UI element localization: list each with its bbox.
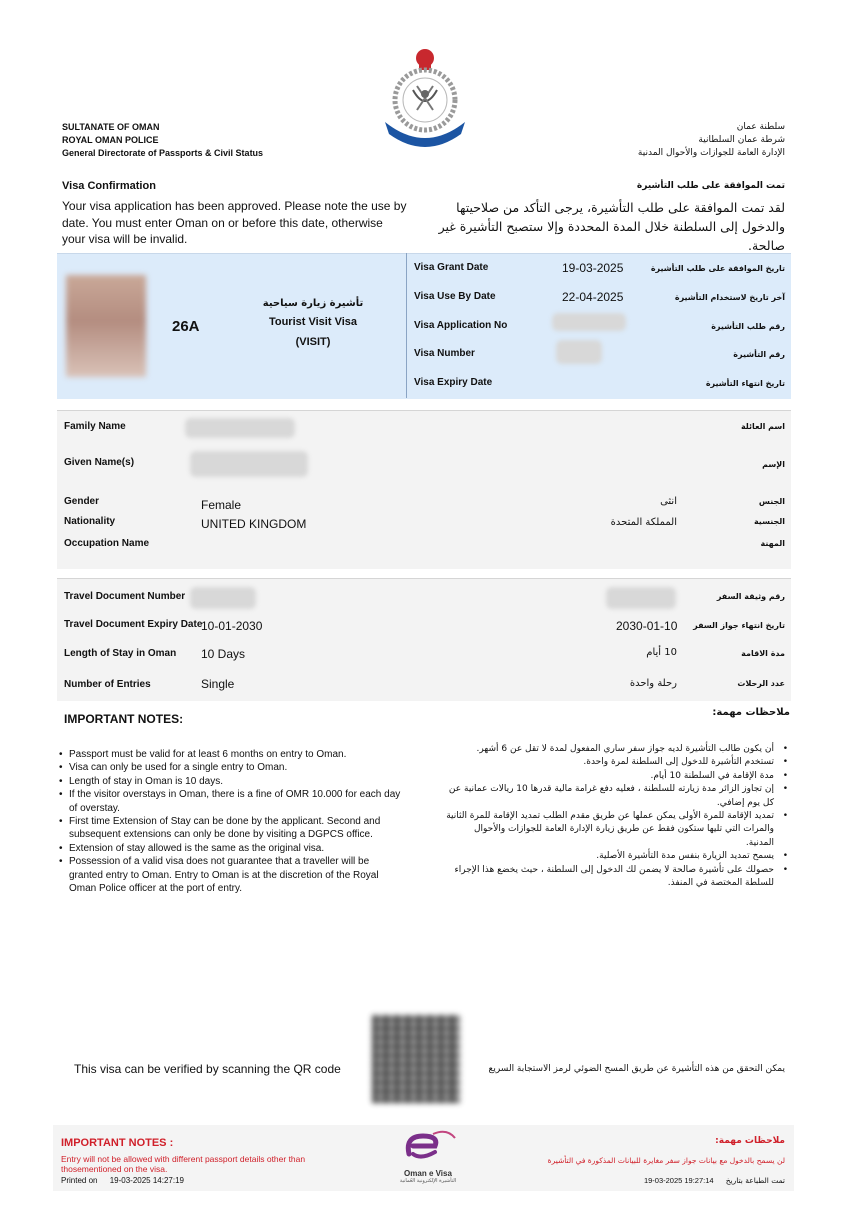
note-item: • Visa can only be used for a single entry to Oman. <box>63 761 403 774</box>
nationality-value-ar: المملكة المتحدة <box>610 517 677 528</box>
travel-doc-number-label-ar: رقم وثيقة السفر <box>716 592 785 601</box>
visa-application-no-label: Visa Application No <box>414 320 508 331</box>
note-item-ar: • تستخدم التأشيرة للدخول إلى السلطنة لمرة واحدة. <box>445 756 780 769</box>
confirmation-title: Visa Confirmation <box>62 180 156 192</box>
travel-doc-number-redacted-ar <box>606 587 676 609</box>
given-names-redacted <box>190 451 308 477</box>
given-names-label-ar: الإسم <box>762 460 785 469</box>
note-item-ar: • يسمح تمديد الزيارة بنفس مدة التأشيرة الأصلية. <box>445 850 780 863</box>
verify-text-ar: يمكن التحقق من هذه التأشيرة عن طريق المسح الضوئي لرمز الاستجابة السريع <box>488 1064 785 1074</box>
nationality-value: UNITED KINGDOM <box>201 517 307 531</box>
header-country-ar: سلطنة عمان <box>736 122 785 132</box>
oman-evisa-logo <box>398 1128 458 1185</box>
note-item: • Passport must be valid for at least 6 months on entry to Oman. <box>63 748 403 761</box>
family-name-redacted <box>185 418 295 438</box>
note-item: • Extension of stay allowed is the same as the original visa. <box>63 842 403 855</box>
note-item: • Length of stay in Oman is 10 days. <box>63 775 403 788</box>
entries-label-ar: عدد الرحلات <box>737 679 785 688</box>
header-english <box>62 121 263 160</box>
travel-doc-expiry-value: 10-01-2030 <box>201 619 263 633</box>
printed-label-ar: تمت الطباعة بتاريخ <box>725 1176 785 1185</box>
visa-panel-divider <box>406 253 407 398</box>
visa-number-label-ar: رقم التأشيرة <box>733 350 785 359</box>
visa-expiry-label: Visa Expiry Date <box>414 377 493 388</box>
royal-oman-police-emblem <box>377 42 473 150</box>
note-item: • Possession of a valid visa does not guarantee that a traveller will be granted entry to Oman. Entry to Oman is at the discretion of the Royal Oman Police officer at the port of entry. <box>63 855 403 895</box>
note-item: • First time Extension of Stay can be done by the applicant. Second and subsequent extensions can only be done by visiting a DGPCS office. <box>63 815 403 842</box>
entries-label: Number of Entries <box>64 679 151 690</box>
visa-type-en: Tourist Visit Visa <box>268 316 358 328</box>
given-names-label: Given Name(s) <box>64 457 135 468</box>
footer-notes-title: IMPORTANT NOTES : <box>61 1137 174 1149</box>
footer-notes-text-ar: لن يسمح بالدخول مع بيانات جواز سفر مغايرة للبيانات المذكورة في التأشيرة <box>547 1156 785 1165</box>
note-item-ar: • حصولك على تأشيرة صالحة لا يضمن لك الدخول إلى السلطنة ، حيث يخضع هذا الإجراء للسلطة المختصة في المنفذ. <box>445 864 780 891</box>
footer-notes-text: Entry will not be allowed with different passport details other than thosementioned on the visa. <box>61 1154 306 1174</box>
verify-text: This visa can be verified by scanning the QR code <box>74 1062 341 1076</box>
visa-type-ar: تأشيرة زيارة سياحية <box>262 298 364 309</box>
gender-value-ar: انثى <box>660 496 677 507</box>
entries-value-ar: رحلة واحدة <box>629 678 677 689</box>
travel-doc-expiry-label-ar: تاريخ انتهاء جواز السفر <box>693 621 785 630</box>
evisa-logo-icon <box>399 1128 457 1164</box>
qr-code <box>372 1015 460 1103</box>
header-directorate: General Directorate of Passports & Civil Status <box>62 148 264 158</box>
header-country: SULTANATE OF OMAN <box>62 122 160 132</box>
visa-grant-date-label: Visa Grant Date <box>414 262 489 273</box>
nationality-label-ar: الجنسية <box>753 517 785 526</box>
visa-use-by-value: 22-04-2025 <box>562 290 624 304</box>
notes-list <box>55 748 403 895</box>
visa-application-no-redacted <box>552 313 626 331</box>
confirmation-text: Your visa application has been approved. Please note the use by date. You must enter Oman on or before this date, otherwise your visa will be invalid. <box>62 199 407 246</box>
header-directorate-ar: الإدارة العامة للجوازات والأحوال المدنية <box>637 148 785 158</box>
visa-number-label: Visa Number <box>414 348 475 359</box>
note-item-ar: • تمديد الإقامة للمرة الأولى يمكن عملها عن طريق مقدم الطلب تمديد الإقامة للمرة الثانية والمرات التي تليها ستكون فقط عن طريق زيارة الإدارة العامة للجوازات والأحوال المدنية. <box>445 810 780 850</box>
personal-details-panel <box>57 410 791 569</box>
header-police-ar: شرطة عمان السلطانية <box>698 135 785 145</box>
nationality-label: Nationality <box>64 516 116 527</box>
visa-grant-date-value: 19-03-2025 <box>562 261 624 275</box>
printed-date-ar: 19-03-2025 19:27:14 <box>643 1176 714 1185</box>
footer-printed <box>61 1176 184 1185</box>
notes-list-ar <box>445 743 792 890</box>
visa-category: (VISIT) <box>295 336 331 348</box>
stay-length-value-ar: 10 أيام <box>646 647 677 658</box>
note-item-ar: • مدة الإقامة في السلطنة 10 أيام. <box>445 770 780 783</box>
visa-application-no-label-ar: رقم طلب التأشيرة <box>711 322 785 331</box>
note-item: • If the visitor overstays in Oman, there is a fine of OMR 10.000 for each day of overstay. <box>63 788 403 815</box>
travel-doc-number-redacted <box>190 587 256 609</box>
evisa-logo-text: Oman e Visa <box>404 1169 452 1178</box>
notes-title-ar: ملاحظات مهمة: <box>712 707 790 718</box>
visa-number-redacted <box>556 340 602 364</box>
travel-doc-expiry-label: Travel Document Expiry Date <box>64 619 203 630</box>
printed-label: Printed on <box>61 1176 98 1185</box>
gender-value: Female <box>201 498 242 512</box>
evisa-logo-subtext: التأشيرة الإلكترونية العُمانية <box>399 1178 457 1184</box>
family-name-label-ar: اسم العائلة <box>740 422 785 431</box>
family-name-label: Family Name <box>64 421 126 432</box>
note-item-ar: • أن يكون طالب التأشيرة لديه جواز سفر ساري المفعول لمدة لا تقل عن 6 أشهر. <box>445 743 780 756</box>
stay-length-label-ar: مدة الاقامة <box>741 649 785 658</box>
gender-label-ar: الجنس <box>758 497 785 506</box>
visa-code: 26A <box>172 318 200 335</box>
printed-date: 19-03-2025 14:27:19 <box>109 1176 184 1185</box>
confirmation-title-ar: تمت الموافقة على طلب التأشيرة <box>636 181 785 191</box>
stay-length-label: Length of Stay in Oman <box>64 648 177 659</box>
travel-doc-expiry-value-ar: 2030-01-10 <box>616 619 678 633</box>
header-police: ROYAL OMAN POLICE <box>62 135 159 145</box>
confirmation-text-ar: لقد تمت الموافقة على طلب التأشيرة، يرجى التأكد من صلاحيتها والدخول إلى السلطنة خلال المدة المحددة وإلا ستصبح التأشيرة غير صالحة. <box>438 200 785 253</box>
gender-label: Gender <box>64 496 100 507</box>
applicant-photo <box>66 275 146 377</box>
notes-title: IMPORTANT NOTES: <box>64 712 184 726</box>
header-arabic <box>638 121 785 160</box>
footer-notes-title-ar: ملاحظات مهمة: <box>715 1136 785 1146</box>
visa-type <box>238 296 388 352</box>
visa-use-by-label: Visa Use By Date <box>414 291 496 302</box>
occupation-label: Occupation Name <box>64 538 150 549</box>
occupation-label-ar: المهنة <box>760 539 785 548</box>
footer-printed-ar <box>644 1176 785 1185</box>
stay-length-value: 10 Days <box>201 647 246 661</box>
entries-value: Single <box>201 677 235 691</box>
visa-use-by-label-ar: آخر تاريخ لاستخدام التأشيرة <box>674 293 785 302</box>
visa-grant-date-label-ar: تاريخ الموافقة على طلب التأشيرة <box>650 264 785 273</box>
visa-expiry-label-ar: تاريخ انتهاء التأشيرة <box>705 379 785 388</box>
travel-doc-number-label: Travel Document Number <box>64 591 186 602</box>
note-item-ar: • إن تجاوز الزائر مدة زيارته للسلطنة ، فعليه دفع غرامة مالية قدرها 10 ريالات عمانية عن كل يوم إضافي. <box>445 783 780 810</box>
